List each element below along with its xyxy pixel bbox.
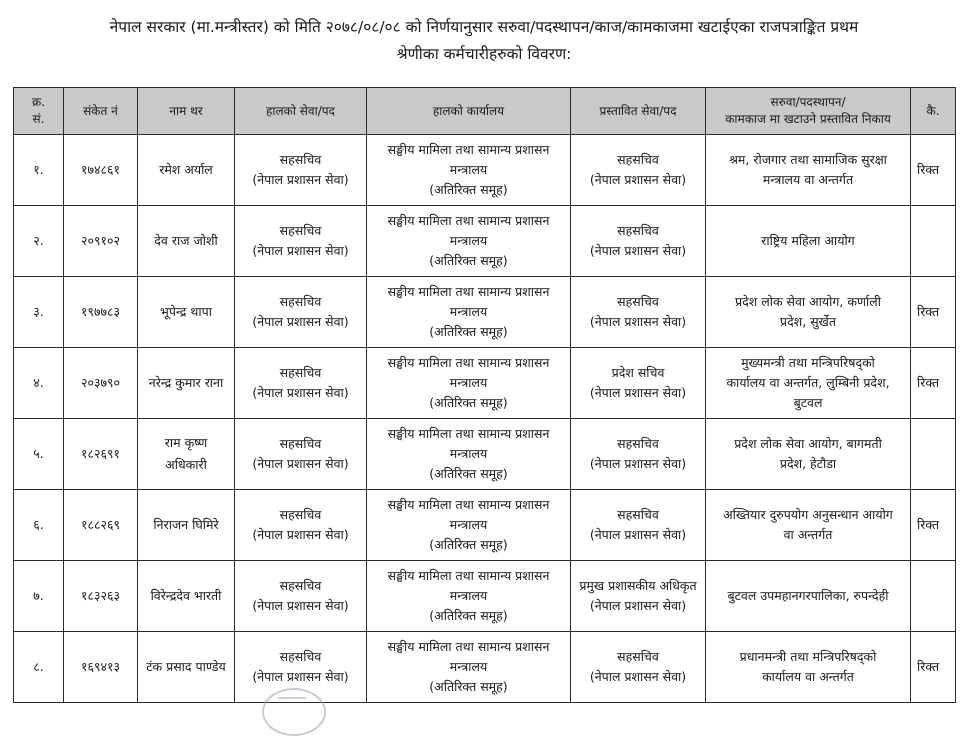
cell-current-office-line: (अतिरिक्त समूह)	[429, 466, 508, 481]
cell-current-post-line: सहसचिव	[279, 507, 322, 522]
cell-current-office-line: (अतिरिक्त समूह)	[429, 253, 508, 268]
cell-remark	[911, 206, 956, 277]
cell-current-post-line: सहसचिव	[279, 578, 322, 593]
cell-serial-number: ३.	[14, 277, 64, 348]
cell-name-line: भूपेन्द्र थापा	[160, 304, 212, 319]
cell-transfer-body	[706, 419, 911, 490]
cell-transfer-body	[706, 490, 911, 561]
cell-code-number: १६९४१३	[64, 632, 138, 703]
cell-current-post-line: (नेपाल प्रशासन सेवा)	[252, 669, 349, 684]
document-heading	[20, 14, 948, 68]
cell-transfer-body-line: प्रदेश, हेटौडा	[779, 456, 837, 471]
cell-transfer-body	[706, 206, 911, 277]
cell-current-post-line: (नेपाल प्रशासन सेवा)	[252, 456, 349, 471]
cell-proposed-post-line: सहसचिव	[617, 223, 659, 238]
cell-proposed-post	[571, 632, 706, 703]
cell-current-post	[235, 561, 367, 632]
cell-proposed-post-line: (नेपाल प्रशासन सेवा)	[589, 243, 687, 258]
cell-proposed-post-line: सहसचिव	[617, 294, 659, 309]
table-row	[14, 348, 956, 419]
cell-current-office	[367, 561, 571, 632]
cell-remark: रिक्त	[911, 348, 956, 419]
cell-current-office	[367, 632, 571, 703]
cell-proposed-post	[571, 206, 706, 277]
cell-current-post-line: (नेपाल प्रशासन सेवा)	[252, 243, 349, 258]
cell-current-office	[367, 206, 571, 277]
table-row	[14, 277, 956, 348]
cell-remark: रिक्त	[911, 632, 956, 703]
cell-current-office	[367, 419, 571, 490]
cell-name-line: विरेन्द्रदेव भारती	[150, 588, 222, 603]
cell-name-line: अधिकारी	[165, 457, 207, 472]
cell-serial-number: ५.	[14, 419, 64, 490]
cell-proposed-post-line: सहसचिव	[617, 649, 659, 664]
cell-name-line: रमेश अर्याल	[159, 162, 213, 177]
table-header-row	[14, 88, 956, 135]
cell-proposed-post-line: (नेपाल प्रशासन सेवा)	[589, 172, 687, 187]
cell-proposed-post	[571, 419, 706, 490]
cell-remark	[911, 419, 956, 490]
cell-name	[138, 206, 235, 277]
header-current-post: हालको सेवा/पद	[235, 88, 367, 135]
cell-transfer-body-line: मुख्यमन्त्री तथा मन्त्रिपरिषद्को	[741, 355, 875, 370]
cell-current-post	[235, 419, 367, 490]
cell-proposed-post-line: (नेपाल प्रशासन सेवा)	[589, 669, 687, 684]
cell-serial-number: २.	[14, 206, 64, 277]
cell-current-office	[367, 348, 571, 419]
cell-serial-number: ४.	[14, 348, 64, 419]
cell-current-office-line: मन्त्रालय	[449, 162, 488, 177]
cell-current-office-line: (अतिरिक्त समूह)	[429, 324, 508, 339]
cell-current-office-line: मन्त्रालय	[449, 375, 488, 390]
table-row	[14, 632, 956, 703]
cell-current-office-line: सङ्घीय मामिला तथा सामान्य प्रशासन	[387, 284, 550, 299]
cell-transfer-body-line: प्रधानमन्त्री तथा मन्त्रिपरिषद्को	[739, 649, 877, 664]
cell-proposed-post-line: (नेपाल प्रशासन सेवा)	[589, 527, 687, 542]
cell-current-post-line: (नेपाल प्रशासन सेवा)	[252, 172, 349, 187]
table-row	[14, 419, 956, 490]
cell-transfer-body	[706, 348, 911, 419]
cell-current-office-line: मन्त्रालय	[449, 304, 488, 319]
cell-current-office-line: (अतिरिक्त समूह)	[429, 395, 508, 410]
cell-name	[138, 561, 235, 632]
cell-proposed-post-line: (नेपाल प्रशासन सेवा)	[589, 314, 687, 329]
cell-transfer-body-line: वा अन्तर्गत	[783, 527, 833, 542]
header-name: नाम थर	[138, 88, 235, 135]
cell-proposed-post	[571, 348, 706, 419]
cell-proposed-post-line: (नेपाल प्रशासन सेवा)	[589, 456, 687, 471]
table-row	[14, 490, 956, 561]
office-stamp	[262, 688, 326, 736]
cell-transfer-body-line: प्रदेश लोक सेवा आयोग, कर्णाली	[735, 294, 881, 309]
cell-code-number: १८८२६९	[64, 490, 138, 561]
header-proposed-post: प्रस्तावित सेवा/पद	[571, 88, 706, 135]
cell-current-office-line: सङ्घीय मामिला तथा सामान्य प्रशासन	[387, 568, 550, 583]
cell-current-office-line: (अतिरिक्त समूह)	[429, 679, 508, 694]
cell-proposed-post-line: (नेपाल प्रशासन सेवा)	[589, 598, 687, 613]
cell-transfer-body	[706, 632, 911, 703]
cell-transfer-body-line: प्रदेश लोक सेवा आयोग, बागमती	[734, 436, 882, 451]
cell-name	[138, 632, 235, 703]
cell-transfer-body-line: श्रम, रोजगार तथा सामाजिक सुरक्षा	[729, 152, 887, 167]
cell-proposed-post-line: सहसचिव	[617, 507, 659, 522]
header-code-number: संकेत नं	[64, 88, 138, 135]
stamp-mark	[278, 697, 306, 709]
cell-current-office-line: (अतिरिक्त समूह)	[429, 537, 508, 552]
cell-remark: रिक्त	[911, 277, 956, 348]
cell-proposed-post-line: प्रदेश सचिव	[611, 365, 665, 380]
cell-code-number: २०९१०२	[64, 206, 138, 277]
cell-transfer-body-line: अख्तियार दुरुपयोग अनुसन्धान आयोग	[723, 507, 893, 522]
cell-current-office-line: (अतिरिक्त समूह)	[429, 182, 508, 197]
cell-transfer-body-line: मन्त्रालय वा अन्तर्गत	[762, 172, 854, 187]
cell-current-office-line: सङ्घीय मामिला तथा सामान्य प्रशासन	[387, 639, 550, 654]
cell-transfer-body-line: प्रदेश, सुर्खेत	[780, 314, 836, 329]
cell-proposed-post-line: सहसचिव	[617, 436, 659, 451]
cell-transfer-body-line: कार्यालय वा अन्तर्गत	[762, 669, 854, 684]
header-transfer-body: सरुवा/पदस्थापन/ कामकाज मा खटाउने प्रस्तावित निकाय	[706, 88, 911, 135]
cell-serial-number: ६.	[14, 490, 64, 561]
cell-name	[138, 348, 235, 419]
cell-current-office-line: मन्त्रालय	[449, 446, 488, 461]
cell-transfer-body	[706, 277, 911, 348]
table-row	[14, 206, 956, 277]
cell-proposed-post-line: प्रमुख प्रशासकीय अधिकृत	[579, 578, 697, 593]
cell-code-number: १७४८६१	[64, 135, 138, 206]
header-serial-number: क्र. सं.	[14, 88, 64, 135]
cell-transfer-body	[706, 135, 911, 206]
cell-proposed-post	[571, 490, 706, 561]
cell-proposed-post	[571, 561, 706, 632]
cell-name-line: टंक प्रसाद पाण्डेय	[146, 659, 226, 674]
cell-current-office-line: सङ्घीय मामिला तथा सामान्य प्रशासन	[387, 426, 550, 441]
cell-current-post-line: (नेपाल प्रशासन सेवा)	[252, 598, 349, 613]
cell-name-line: नरेन्द्र कुमार राना	[148, 375, 224, 390]
cell-serial-number: ७.	[14, 561, 64, 632]
cell-current-post-line: (नेपाल प्रशासन सेवा)	[252, 385, 349, 400]
heading-line-1: नेपाल सरकार (मा.मन्त्रीस्तर) को मिति २०७८/०८/०८ को निर्णयानुसार सरुवा/पदस्थापन/काज/कामकाजमा खटाईएका राजपत्राङ्कित प्रथम	[109, 18, 859, 36]
cell-current-office-line: मन्त्रालय	[449, 659, 488, 674]
table-row	[14, 561, 956, 632]
cell-transfer-body-line: कार्यालय वा अन्तर्गत, लुम्बिनी प्रदेश,	[726, 375, 890, 390]
cell-current-post-line: सहसचिव	[279, 649, 322, 664]
cell-current-office-line: (अतिरिक्त समूह)	[429, 608, 508, 623]
cell-remark: रिक्त	[911, 135, 956, 206]
cell-proposed-post-line: सहसचिव	[617, 152, 659, 167]
cell-current-office-line: सङ्घीय मामिला तथा सामान्य प्रशासन	[387, 142, 550, 157]
header-current-office: हालको कार्यालय	[367, 88, 571, 135]
cell-name	[138, 135, 235, 206]
cell-current-post	[235, 135, 367, 206]
cell-current-office	[367, 490, 571, 561]
cell-transfer-body	[706, 561, 911, 632]
cell-name	[138, 419, 235, 490]
cell-current-post	[235, 490, 367, 561]
table-body	[14, 135, 956, 703]
cell-name-line: निराजन घिमिरे	[153, 517, 219, 532]
cell-current-post-line: सहसचिव	[279, 152, 322, 167]
cell-name	[138, 277, 235, 348]
cell-serial-number: ८.	[14, 632, 64, 703]
cell-proposed-post	[571, 277, 706, 348]
cell-current-post-line: सहसचिव	[279, 436, 322, 451]
cell-current-post-line: सहसचिव	[279, 365, 322, 380]
cell-current-post-line: सहसचिव	[279, 223, 322, 238]
cell-name	[138, 490, 235, 561]
cell-name-line: राम कृष्ण	[164, 435, 208, 450]
employee-transfer-table	[13, 87, 956, 703]
cell-remark	[911, 561, 956, 632]
cell-current-post-line: (नेपाल प्रशासन सेवा)	[252, 527, 349, 542]
cell-current-office-line: मन्त्रालय	[449, 517, 488, 532]
cell-code-number: १८३२६३	[64, 561, 138, 632]
table-row	[14, 135, 956, 206]
cell-current-office-line: सङ्घीय मामिला तथा सामान्य प्रशासन	[387, 355, 550, 370]
cell-code-number: १९७७८३	[64, 277, 138, 348]
cell-remark: रिक्त	[911, 490, 956, 561]
cell-serial-number: १.	[14, 135, 64, 206]
cell-code-number: १८२६९१	[64, 419, 138, 490]
cell-transfer-body-line: राष्ट्रिय महिला आयोग	[761, 233, 855, 248]
cell-current-post-line: सहसचिव	[279, 294, 322, 309]
cell-transfer-body-line: बुटवल उपमहानगरपालिका, रुपन्देही	[727, 588, 889, 603]
cell-current-post	[235, 277, 367, 348]
cell-transfer-body-line: बुटवल	[793, 395, 823, 410]
cell-current-post	[235, 348, 367, 419]
cell-code-number: २०३७९०	[64, 348, 138, 419]
cell-current-office-line: सङ्घीय मामिला तथा सामान्य प्रशासन	[387, 213, 550, 228]
heading-line-2: श्रेणीका कर्मचारीहरुको विवरण:	[396, 45, 572, 63]
cell-current-office-line: सङ्घीय मामिला तथा सामान्य प्रशासन	[387, 497, 550, 512]
cell-current-office	[367, 277, 571, 348]
cell-name-line: देव राज जोशी	[154, 233, 218, 248]
cell-current-office-line: मन्त्रालय	[449, 233, 488, 248]
cell-current-office-line: मन्त्रालय	[449, 588, 488, 603]
cell-proposed-post-line: (नेपाल प्रशासन सेवा)	[589, 385, 687, 400]
cell-current-post-line: (नेपाल प्रशासन सेवा)	[252, 314, 349, 329]
cell-current-office	[367, 135, 571, 206]
cell-proposed-post	[571, 135, 706, 206]
cell-current-post	[235, 206, 367, 277]
header-remark: कै.	[911, 88, 956, 135]
